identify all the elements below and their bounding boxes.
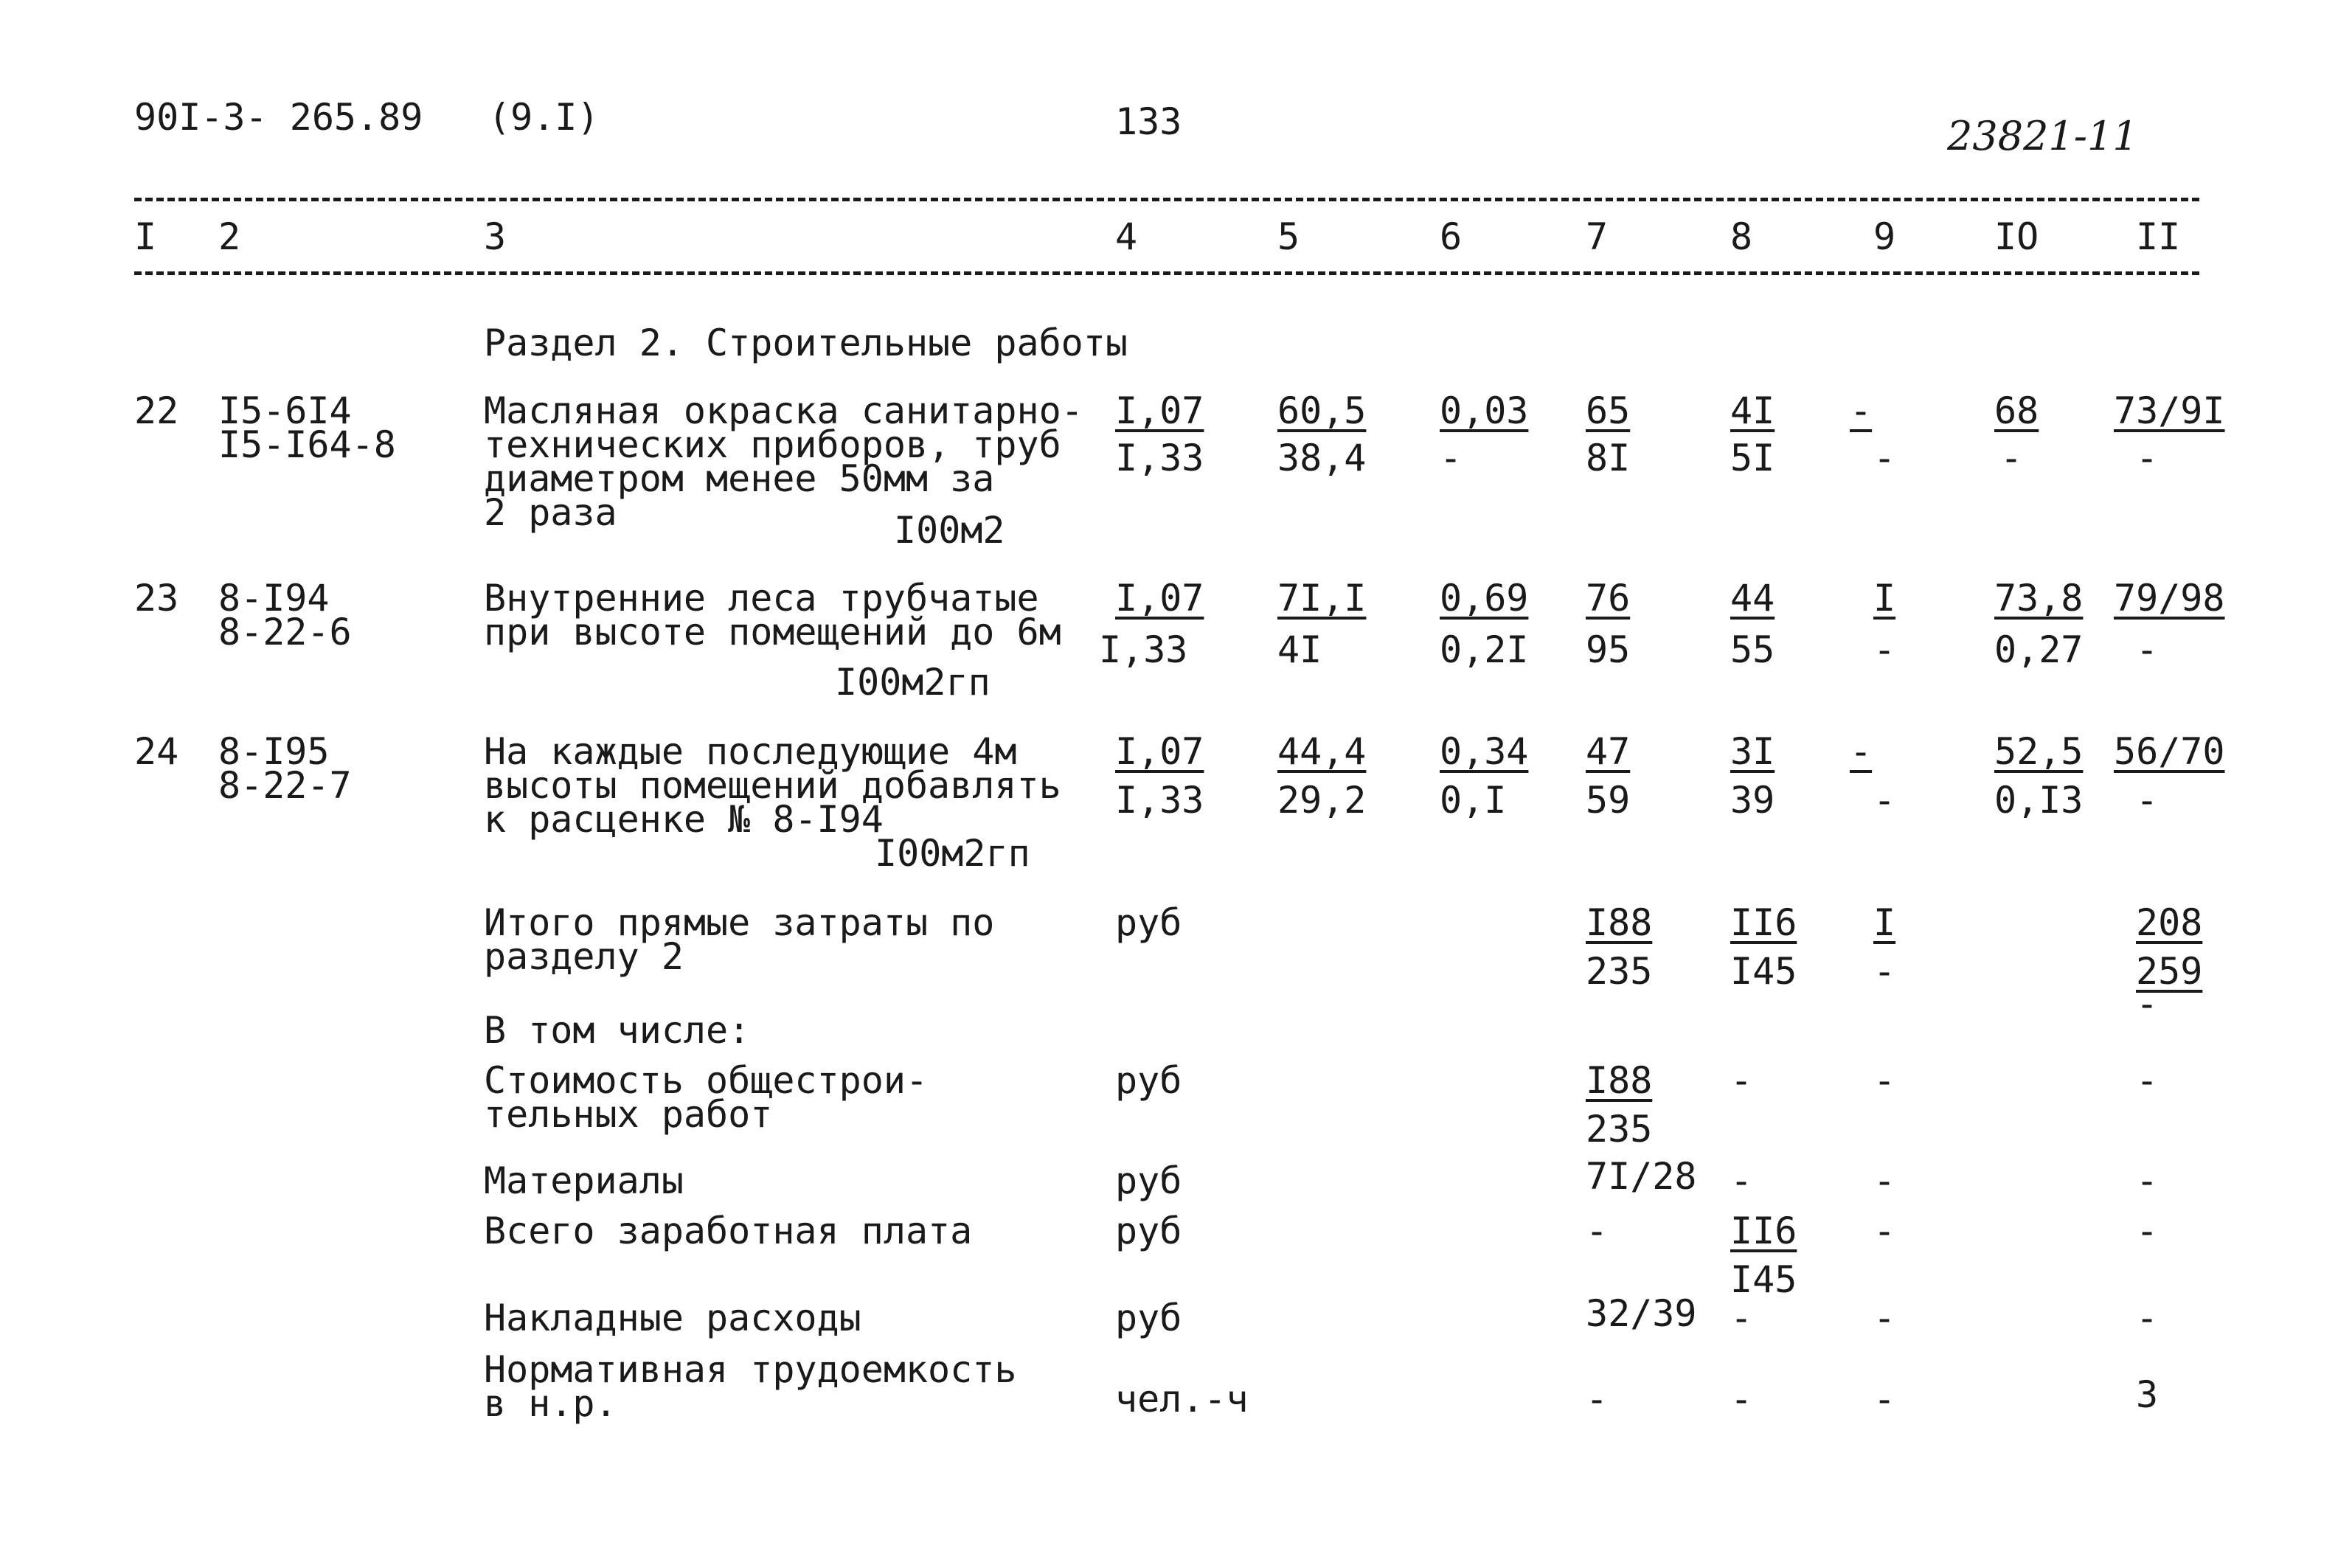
row-number: 22: [134, 389, 179, 432]
column-header-6: 6: [1440, 215, 1463, 258]
cell-col11: -: [2136, 437, 2159, 479]
work-description: На каждые последующие 4м: [484, 730, 1017, 773]
cell-col8: I45: [1730, 950, 1797, 993]
cell-col5: 29,2: [1277, 779, 1367, 822]
cell-col5: 38,4: [1277, 437, 1367, 479]
column-header-9: 9: [1873, 215, 1896, 258]
cell-col9: I: [1873, 577, 1896, 620]
summary-label: тельных работ: [484, 1093, 773, 1136]
cell-col9: -: [1873, 1378, 1896, 1420]
cell-col11: 259: [2136, 950, 2203, 993]
cell-col7: 32/39: [1586, 1292, 1697, 1335]
cell-col4: I,07: [1115, 389, 1204, 432]
column-header-2: 2: [218, 215, 241, 258]
cell-col8: -: [1730, 1059, 1753, 1102]
cell-col4: I,33: [1115, 437, 1204, 479]
cell-col6: 0,69: [1440, 577, 1529, 620]
cell-col11: 56/70: [2114, 730, 2225, 773]
summary-unit: чел.-ч: [1115, 1378, 1249, 1420]
cell-col6: 0,2I: [1440, 628, 1529, 671]
cell-col8: I45: [1730, 1258, 1797, 1301]
cell-col6: 0,34: [1440, 730, 1529, 773]
unit-of-measure: I00м2: [894, 509, 1005, 552]
cell-col6: 0,03: [1440, 389, 1529, 432]
cell-col6: 0,I: [1440, 779, 1507, 822]
cell-col9: -: [1873, 1059, 1896, 1102]
cell-col8: II6: [1730, 1210, 1797, 1252]
cell-col8: 3I: [1730, 730, 1775, 773]
column-header-3: 3: [484, 215, 507, 258]
cell-col11: -: [2136, 1059, 2159, 1102]
cell-col7: 8I: [1586, 437, 1631, 479]
cell-col11: 73/9I: [2114, 389, 2225, 432]
work-description: к расценке № 8-I94: [484, 798, 884, 841]
cell-col6: -: [1440, 437, 1463, 479]
cell-col11: 3: [2136, 1373, 2159, 1416]
section-title: Раздел 2. Строительные работы: [484, 322, 1128, 364]
cell-col10: 52,5: [1994, 730, 2084, 773]
cell-col11: -: [2136, 1159, 2159, 1202]
cell-col7: -: [1586, 1378, 1609, 1420]
column-header-8: 8: [1730, 215, 1753, 258]
cell-col8: -: [1730, 1378, 1753, 1420]
cell-col11: -: [2136, 779, 2159, 822]
header-bottom-divider: [134, 271, 2199, 275]
summary-label: Итого прямые затраты по: [484, 901, 995, 944]
rate-code: 8-22-7: [218, 764, 352, 807]
cell-col9: -: [1873, 779, 1896, 822]
summary-label: Нормативная трудоемкость: [484, 1348, 1017, 1391]
work-description: 2 раза: [484, 491, 617, 534]
cell-col9: -: [1850, 730, 1873, 773]
unit-of-measure: I00м2гп: [835, 661, 991, 704]
rate-code: 8-22-6: [218, 611, 352, 653]
summary-label: Стоимость общестрои-: [484, 1059, 929, 1102]
column-header-5: 5: [1277, 215, 1300, 258]
row-number: 24: [134, 730, 179, 773]
cell-col11: 79/98: [2114, 577, 2225, 620]
work-description: диаметром менее 50мм за: [484, 457, 995, 500]
work-description: технических приборов, труб: [484, 423, 1061, 466]
cell-col8: 44: [1730, 577, 1775, 620]
cell-col10: 0,27: [1994, 628, 2084, 671]
section-reference: (9.I): [488, 96, 600, 139]
work-description: Масляная окраска санитарно-: [484, 389, 1083, 432]
cell-col8: 5I: [1730, 437, 1775, 479]
header-top-divider: [134, 198, 2199, 201]
summary-unit: руб: [1115, 901, 1182, 944]
summary-unit: руб: [1115, 1159, 1182, 1202]
summary-label: в н.р.: [484, 1382, 617, 1425]
column-header-1: I: [134, 215, 157, 258]
cell-col11: -: [2136, 628, 2159, 671]
column-header-10: IO: [1994, 215, 2039, 258]
summary-label: Накладные расходы: [484, 1297, 861, 1339]
including-label: В том числе:: [484, 1009, 751, 1052]
work-description: высоты помещений добавлять: [484, 764, 1061, 807]
cell-col7: 235: [1586, 1108, 1653, 1151]
cell-col5: 44,4: [1277, 730, 1367, 773]
cell-col9: -: [1873, 1210, 1896, 1252]
cell-col8: II6: [1730, 901, 1797, 944]
summary-label: разделу 2: [484, 935, 684, 978]
cell-col7: 95: [1586, 628, 1631, 671]
cell-col11: -: [2136, 1210, 2159, 1252]
cell-col8: -: [1730, 1159, 1753, 1202]
cell-col5: 60,5: [1277, 389, 1367, 432]
cell-col11: -: [2136, 982, 2159, 1025]
cell-col7: 7I/28: [1586, 1155, 1697, 1198]
cell-col4: I,07: [1115, 577, 1204, 620]
cell-col5: 4I: [1277, 628, 1322, 671]
cell-col4: I,07: [1115, 730, 1204, 773]
cell-col9: -: [1873, 1297, 1896, 1339]
cell-col9: -: [1873, 950, 1896, 993]
cell-col10: 68: [1994, 389, 2039, 432]
rate-code: I5-I64-8: [218, 423, 396, 466]
cell-col7: 76: [1586, 577, 1631, 620]
row-number: 23: [134, 577, 179, 620]
rate-code: I5-6I4: [218, 389, 352, 432]
cell-col7: I88: [1586, 901, 1653, 944]
summary-unit: руб: [1115, 1059, 1182, 1102]
cell-col7: 65: [1586, 389, 1631, 432]
cell-col9: -: [1873, 1159, 1896, 1202]
cell-col9: I: [1873, 901, 1896, 944]
cell-col9: -: [1873, 437, 1896, 479]
column-header-7: 7: [1586, 215, 1609, 258]
cell-col8: 4I: [1730, 389, 1775, 432]
cell-col7: 59: [1586, 779, 1631, 822]
cell-col4: I,33: [1099, 628, 1188, 671]
summary-unit: руб: [1115, 1297, 1182, 1339]
column-header-11: II: [2136, 215, 2181, 258]
cell-col9: -: [1850, 389, 1873, 432]
cell-col11: 208: [2136, 901, 2203, 944]
work-description: Внутренние леса трубчатые: [484, 577, 1039, 620]
cell-col10: 73,8: [1994, 577, 2084, 620]
cell-col8: 55: [1730, 628, 1775, 671]
document-code: 90I-3- 265.89: [134, 96, 423, 139]
rate-code: 8-I94: [218, 577, 330, 620]
unit-of-measure: I00м2гп: [875, 832, 1030, 875]
handwritten-number: 23821-11: [1947, 113, 2138, 159]
cell-col9: -: [1873, 628, 1896, 671]
column-header-4: 4: [1115, 215, 1138, 258]
rate-code: 8-I95: [218, 730, 330, 773]
cell-col7: 235: [1586, 950, 1653, 993]
cell-col10: -: [2000, 437, 2023, 479]
summary-label: Всего заработная плата: [484, 1210, 973, 1252]
summary-label: Материалы: [484, 1159, 684, 1202]
cell-col4: I,33: [1115, 779, 1204, 822]
cell-col8: 39: [1730, 779, 1775, 822]
cell-col10: 0,I3: [1994, 779, 2084, 822]
work-description: при высоте помещений до 6м: [484, 611, 1061, 653]
cell-col7: 47: [1586, 730, 1631, 773]
cell-col7: I88: [1586, 1059, 1653, 1102]
summary-unit: руб: [1115, 1210, 1182, 1252]
cell-col7: -: [1586, 1210, 1609, 1252]
cell-col5: 7I,I: [1277, 577, 1367, 620]
page-number: 133: [1115, 100, 1182, 143]
cell-col8: -: [1730, 1297, 1753, 1339]
cell-col11: -: [2136, 1297, 2159, 1339]
